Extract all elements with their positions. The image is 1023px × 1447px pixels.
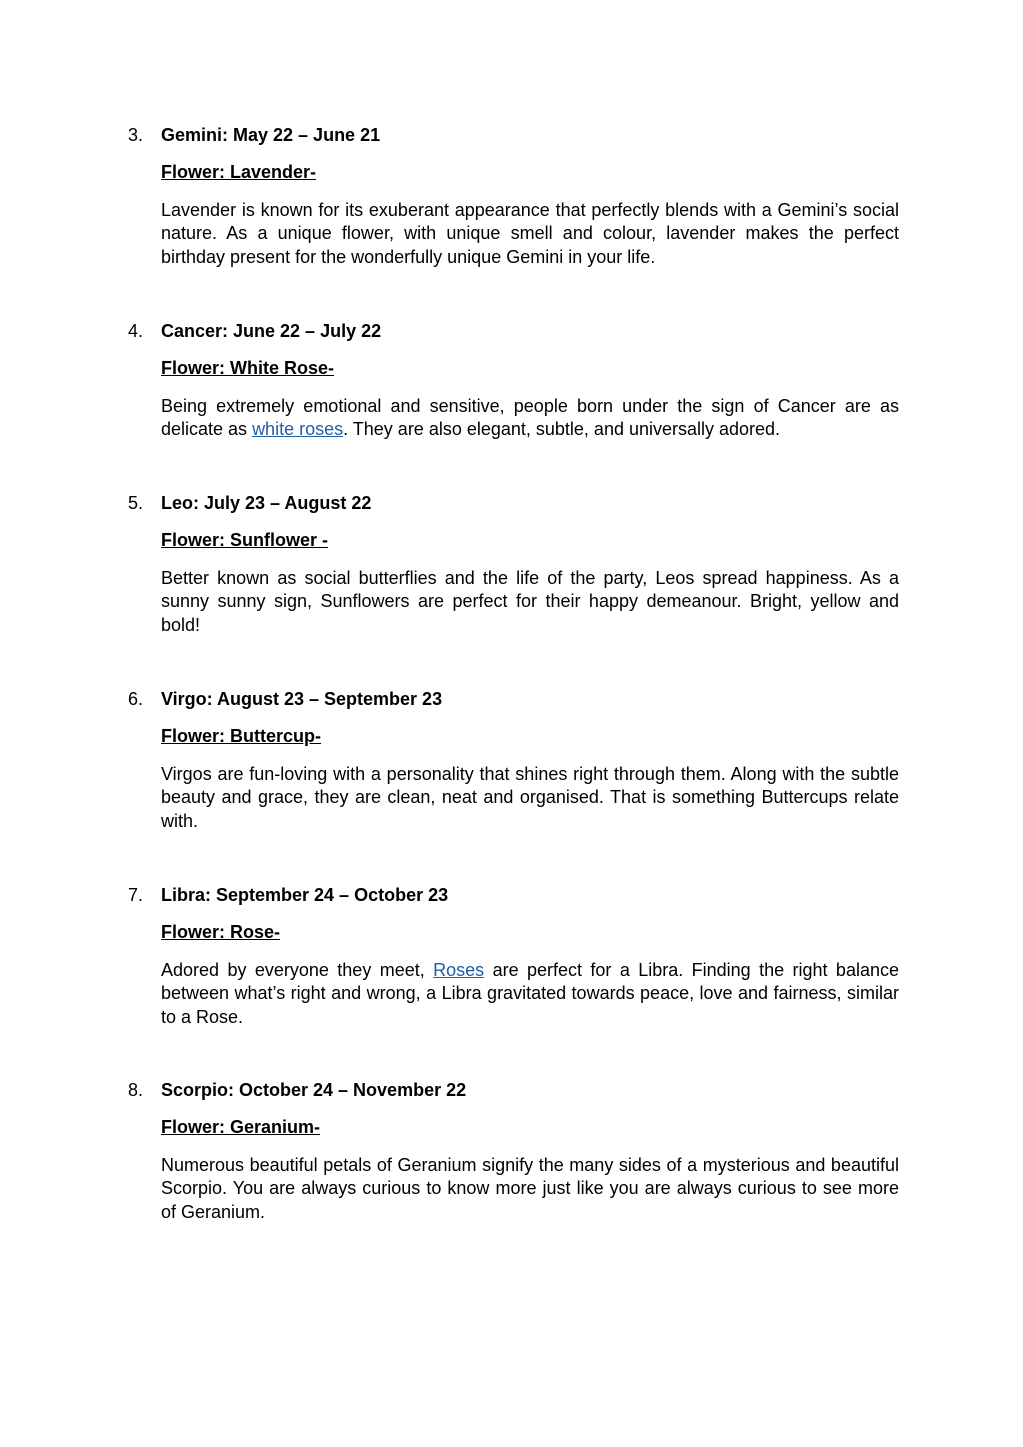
section-heading: Libra: September 24 – October 23 xyxy=(161,885,449,905)
description-text: Lavender is known for its exuberant appearance that perfectly blends with a Gemini’s social nature. As a unique flower, with unique smell and colour, lavender makes the perfect birthday present for the wonderfully unique Gemini in your life. xyxy=(161,200,899,267)
roses-link[interactable]: Roses xyxy=(433,960,485,980)
section-heading: Leo: July 23 – August 22 xyxy=(161,493,372,513)
flower-subheading: Flower: White Rose- xyxy=(161,358,335,378)
description-text: Virgos are fun-loving with a personality that shines right through them. Along with the subtle beauty and grace, they are clean, neat and organised. That is something Buttercups relate with. xyxy=(161,764,899,831)
white-roses-link[interactable]: white roses xyxy=(252,419,344,440)
section-description xyxy=(161,395,899,442)
section-heading: Gemini: May 22 – June 21 xyxy=(161,125,381,145)
description-text: Numerous beautiful petals of Geranium signify the many sides of a mysterious and beautiful Scorpio. You are always curious to know more just like you are always curious to see more of Geranium. xyxy=(161,1155,899,1222)
flower-subheading: Flower: Rose- xyxy=(161,922,281,942)
list-number: 5. xyxy=(128,493,144,513)
section-heading: Cancer: June 22 – July 22 xyxy=(161,321,382,341)
list-number: 6. xyxy=(128,689,144,709)
flower-subheading: Flower: Sunflower - xyxy=(161,530,329,550)
flower-subheading: Flower: Buttercup- xyxy=(161,726,321,746)
section-description xyxy=(161,959,899,1029)
description-text-after: are perfect for a Libra. Finding the right balance between what’s right and wrong, a Libra gravitated towards peace, love and fairness, similar to a Rose. xyxy=(161,960,899,1027)
flower-subheading: Flower: Geranium- xyxy=(161,1117,321,1137)
section-description xyxy=(161,199,899,269)
description-text: Being extremely emotional and sensitive, people born under the sign of Cancer are as delicate as xyxy=(161,396,899,440)
section-heading: Scorpio: October 24 – November 22 xyxy=(161,1080,467,1100)
list-number: 4. xyxy=(128,321,144,341)
list-number: 3. xyxy=(128,125,144,145)
description-text: Better known as social butterflies and the life of the party, Leos spread happiness. As a sunny sunny sign, Sunflowers are perfect for their happy demeanour. Bright, yellow and bold! xyxy=(161,568,899,635)
section-description xyxy=(161,567,899,637)
section-description xyxy=(161,1154,899,1224)
description-text: Adored by everyone they meet, xyxy=(161,960,434,980)
flower-subheading: Flower: Lavender- xyxy=(161,162,317,182)
description-text-after: . They are also elegant, subtle, and universally adored. xyxy=(343,419,781,440)
section-description xyxy=(161,763,899,833)
section-heading: Virgo: August 23 – September 23 xyxy=(161,689,443,709)
list-number: 7. xyxy=(128,885,144,905)
list-number: 8. xyxy=(128,1080,144,1100)
